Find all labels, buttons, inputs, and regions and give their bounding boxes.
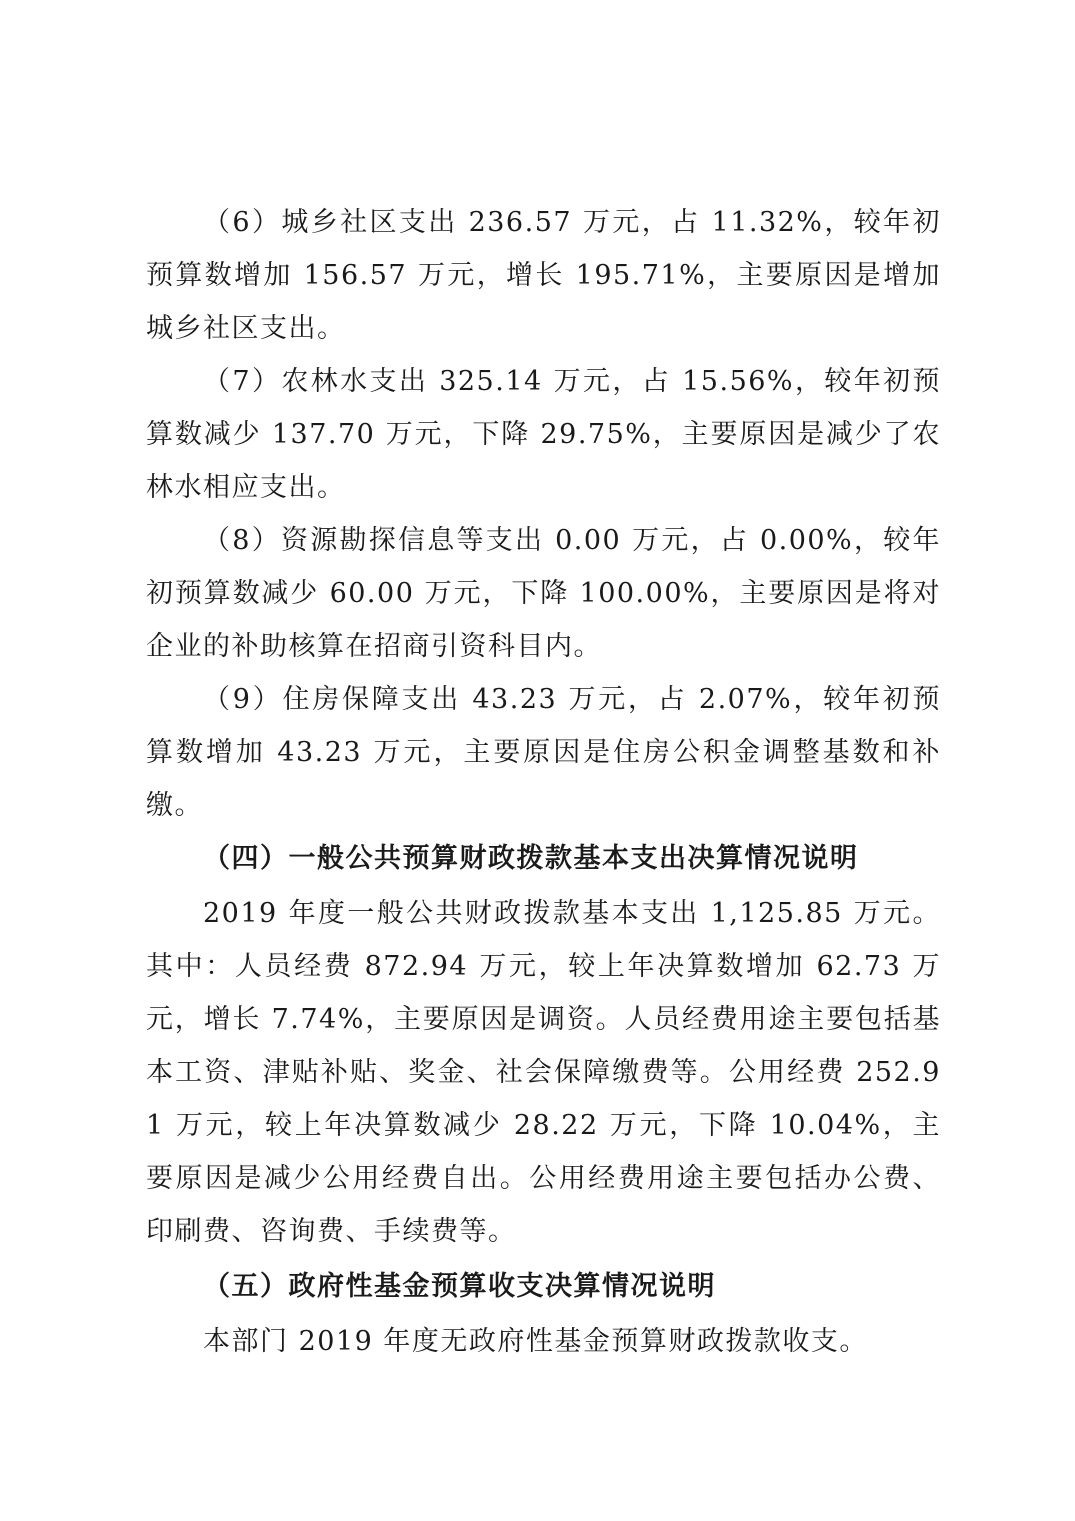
paragraph-urban-rural-community: （6）城乡社区支出 236.57 万元，占 11.32%，较年初预算数增加 156.57 万元，增长 195.71%，主要原因是增加城乡社区支出。 <box>146 207 941 344</box>
paragraph-government-fund: 本部门 2019 年度无政府性基金预算财政拨款收支。 <box>203 1326 868 1357</box>
paragraph-agriculture-forestry-water: （7）农林水支出 325.14 万元，占 15.56%，较年初预算数减少 137.70 万元，下降 29.75%，主要原因是减少了农林水相应支出。 <box>146 366 941 503</box>
paragraph-basic-expenditure: 2019 年度一般公共财政拨款基本支出 1,125.85 万元。其中：人员经费 872.94 万元，较上年决算数增加 62.73 万元，增长 7.74%，主要原因是调资。人员经费用途主要包括基本工资、津贴补贴、奖金、社会保障缴费等。公用经费 252.91 万元，较上年决算数减少 28.22 万元，下降 10.04%，主要原因是减少公用经费自出。公用经费用途主要包括办公费、印刷费、咨询费、手续费等。 <box>146 898 941 1247</box>
document-body <box>146 196 941 1368</box>
section-heading-basic-expenditure: （四）一般公共预算财政拨款基本支出决算情况说明 <box>203 843 859 874</box>
paragraph-housing-security: （9）住房保障支出 43.23 万元，占 2.07%，较年初预算数增加 43.23 万元，主要原因是住房公积金调整基数和补缴。 <box>146 684 941 821</box>
paragraph-resource-exploration: （8）资源勘探信息等支出 0.00 万元，占 0.00%，较年初预算数减少 60.00 万元，下降 100.00%，主要原因是将对企业的补助核算在招商引资科目内。 <box>146 525 941 662</box>
section-heading-government-fund: （五）政府性基金预算收支决算情况说明 <box>203 1271 716 1302</box>
